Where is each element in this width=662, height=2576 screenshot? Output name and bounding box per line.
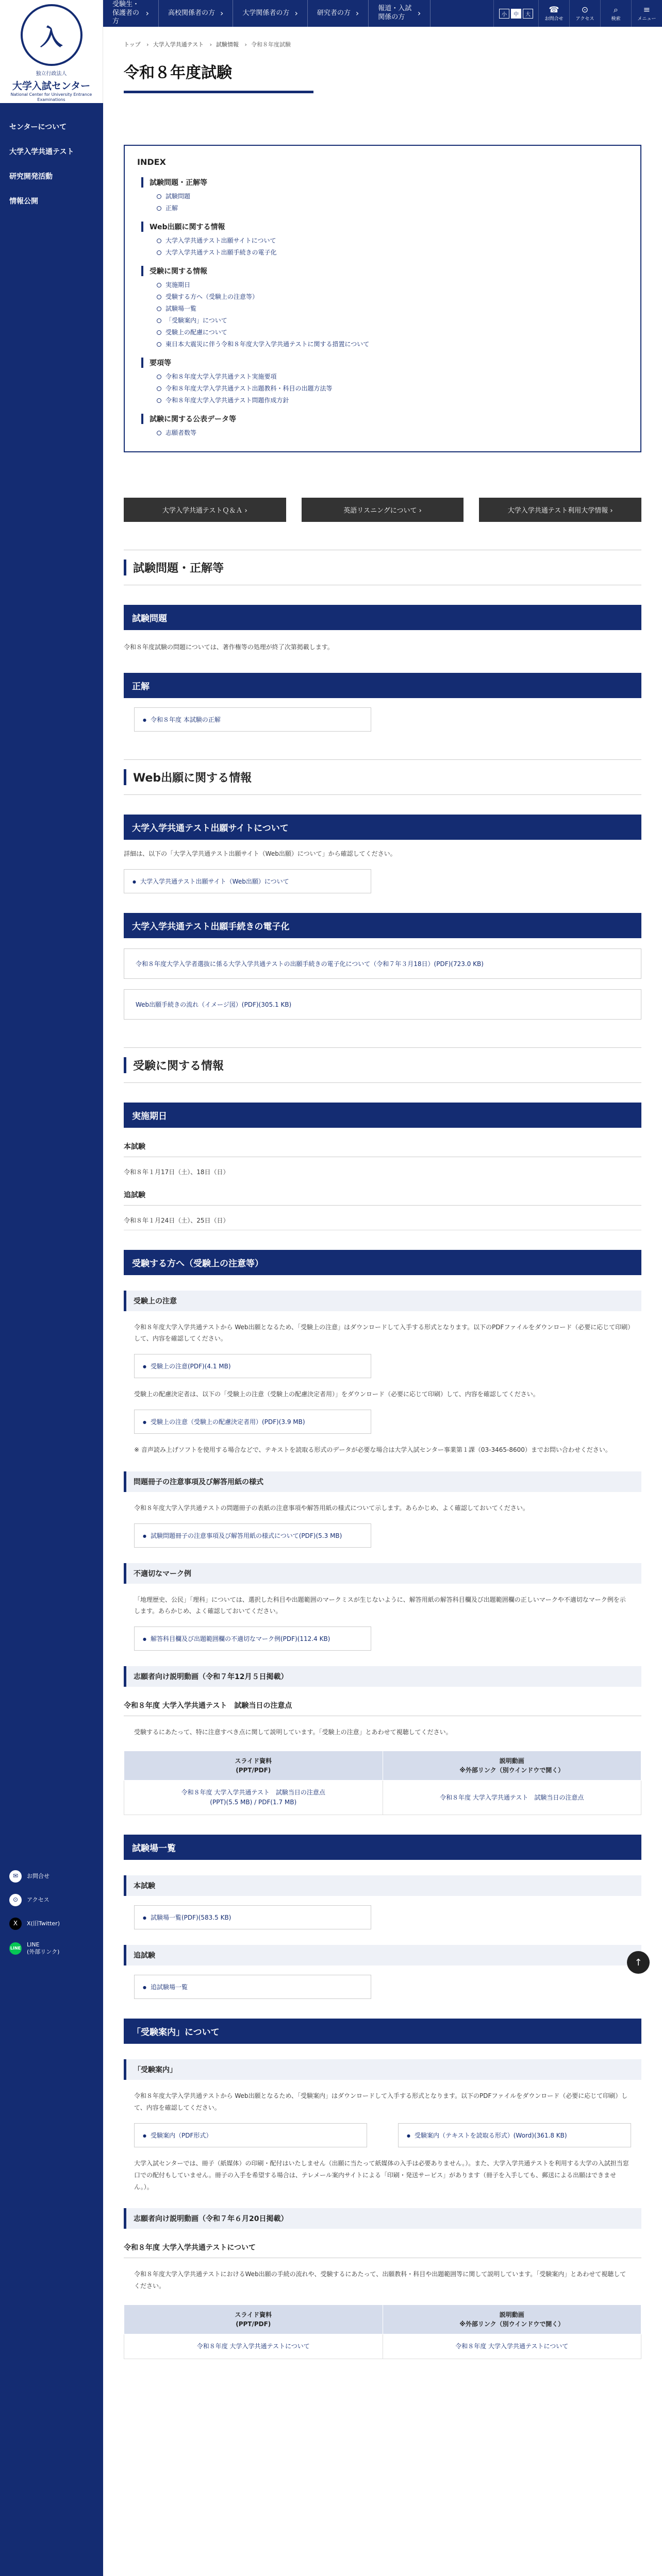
sub-heading: 令和８年度 大学入学共通テストについて bbox=[124, 2242, 641, 2258]
location-icon: ⊙ bbox=[581, 4, 589, 14]
index-link[interactable]: 令和８年度大学入学共通テスト出題教科・科目の出題方法等 bbox=[157, 384, 628, 393]
sub-heading: 受験上の注意 bbox=[124, 1291, 641, 1311]
file-link[interactable]: ● 受験案内（PDF形式） bbox=[134, 2123, 367, 2147]
pdf-link[interactable]: Web出願手続きの流れ（イメージ図）(PDF)(305.1 KB) bbox=[124, 989, 641, 1020]
subsection-heading: 試験場一覧 bbox=[124, 1835, 641, 1860]
index-box bbox=[124, 145, 641, 452]
slide-link[interactable]: 令和８年度 大学入学共通テスト 試験当日の注意点 (PPT)(5.5 MB) / PDF(1.7 MB) bbox=[181, 1788, 325, 1806]
index-link[interactable]: 令和８年度大学入学共通テスト実施要項 bbox=[157, 372, 628, 381]
index-link[interactable]: 令和８年度大学入学共通テスト問題作成方針 bbox=[157, 396, 628, 404]
font-size-control bbox=[493, 0, 538, 27]
subsection-heading: 受験する方へ（受験上の注意等） bbox=[124, 1250, 641, 1275]
top-nav-item[interactable]: 受験生・保護者の方 › bbox=[103, 0, 159, 27]
side-nav-item[interactable]: 研究開発活動 bbox=[9, 173, 53, 181]
paragraph: 令和８年度大学入学共通テストの問題冊子の表紙の注意事項や解答用紙の様式について示します。あらかじめ、よく確認しておいてください。 bbox=[134, 1504, 529, 1512]
subsection-heading: 実施期日 bbox=[124, 1103, 641, 1128]
main-content bbox=[124, 27, 641, 2359]
subsection-heading: 大学入学共通テスト出願手続きの電子化 bbox=[124, 913, 641, 938]
sub-heading: 志願者向け説明動画（令和７年12月５日掲載） bbox=[124, 1666, 641, 1687]
search-button[interactable]: ⌕ 検索 bbox=[600, 0, 631, 27]
subsection-heading: 「受験案内」について bbox=[124, 2019, 641, 2044]
x-icon: X bbox=[9, 1918, 22, 1930]
x-link[interactable]: X X(旧Twitter) bbox=[9, 1918, 60, 1930]
index-link[interactable]: 試験場一覧 bbox=[157, 304, 628, 313]
sub-heading: 志願者向け説明動画（令和７年６月20日掲載） bbox=[124, 2208, 641, 2229]
logo-emblem-icon: 入 bbox=[21, 4, 82, 66]
index-link[interactable]: 東日本大震災に伴う令和８年度大学入学共通テストに関する措置について bbox=[157, 340, 628, 348]
index-group: 試験問題・正解等 試験問題 正解 bbox=[141, 177, 628, 212]
index-link[interactable]: 受験する方へ（受験上の注意等） bbox=[157, 292, 628, 301]
contact-link[interactable]: ✉ お問合せ bbox=[9, 1870, 60, 1883]
file-link[interactable]: ● 試験場一覧(PDF)(583.5 KB) bbox=[134, 1905, 371, 1929]
location-icon: ⊙ bbox=[9, 1894, 22, 1906]
index-link[interactable]: 受験上の配慮について bbox=[157, 328, 628, 336]
file-link[interactable]: ● 解答科目欄及び出題範囲欄の不適切なマーク例(PDF)(112.4 KB) bbox=[134, 1626, 371, 1651]
note: ※ 音声読み上げソフトを使用する場合などで、テキストを読取る形式のデータが必要な場合は大学入試センター事業第１課（03-3465-8600）までお問い合わせください。 bbox=[134, 1446, 611, 1453]
paragraph: 大学入試センターでは、冊子（紙媒体）の印刷・配付はいたしません（出願に当たって紙媒体の入手は必要ありません。）。また、大学入学共通テストを利用する大学の入試担当窓口での配付もしていません。冊子の入手を希望する場合は、テレメール案内サイトによる「印刷・発送サービス」があります（冊子を入手しても、郵送による出願はできません。）。 bbox=[134, 2159, 629, 2191]
top-nav-item[interactable]: 報道・入試関係の方 › bbox=[369, 0, 431, 27]
index-link[interactable]: 試験問題 bbox=[157, 192, 628, 200]
sub-heading: 不適切なマーク例 bbox=[124, 1563, 641, 1584]
paragraph: 詳細は、以下の「大学入学共通テスト出願サイト（Web出願）について」から確認してください。 bbox=[124, 850, 396, 857]
file-link[interactable]: ● 受験案内（テキストを読取る形式）(Word)(361.8 KB) bbox=[398, 2123, 631, 2147]
menu-button[interactable]: ≡ メニュー bbox=[631, 0, 662, 27]
paragraph: 令和８年度大学入学共通テストから Web出願となるため、「受験上の注意」はダウンロードして入手する形式となります。以下のPDFファイルをダウンロード（必要に応じて印刷）して、内容を確認してください。 bbox=[134, 1323, 631, 1343]
arrow-up-icon: ↑ bbox=[634, 1957, 642, 1968]
index-link[interactable]: 大学入学共通テスト出願手続きの電子化 bbox=[157, 248, 628, 257]
font-size-small[interactable]: 小 bbox=[499, 9, 509, 19]
file-link[interactable]: ● 受験上の注意（受験上の配慮決定者用）(PDF)(3.9 MB) bbox=[134, 1410, 371, 1434]
paragraph: 令和８年度試験の問題については、著作権等の処理が終了次第掲載します。 bbox=[124, 643, 334, 651]
top-nav bbox=[103, 0, 662, 27]
access-button[interactable]: ⊙ アクセス bbox=[569, 0, 600, 27]
breadcrumb bbox=[124, 27, 641, 60]
paragraph: 受験上の配慮決定者は、以下の「受験上の注意（受験上の配慮決定者用）」をダウンロード（必要に応じて印刷）して、内容を確認してください。 bbox=[134, 1391, 539, 1398]
side-nav-item[interactable]: 大学入学共通テスト bbox=[9, 148, 74, 156]
font-size-medium[interactable]: 中 bbox=[511, 9, 521, 19]
index-group: Web出願に関する情報 大学入学共通テスト出願サイトについて 大学入学共通テスト出願手続きの電子化 bbox=[141, 222, 628, 257]
font-size-large[interactable]: 大 bbox=[523, 9, 533, 19]
sub-heading: 令和８年度 大学入学共通テスト 試験当日の注意点 bbox=[124, 1700, 641, 1716]
index-group: 試験に関する公表データ等 志願者数等 bbox=[141, 414, 628, 437]
pdf-link[interactable]: 令和８年度大学入学者選抜に係る大学入学共通テストの出願手続きの電子化について（令和７年３月18日）(PDF)(723.0 KB) bbox=[124, 948, 641, 979]
scroll-to-top-button[interactable] bbox=[627, 1951, 650, 1974]
video-table: スライド資料 (PPT/PDF) 説明動画 ※外部リンク（別ウインドウで開く） 令和８年度 大学入学共通テスト 試験当日の注意点 (PPT)(5.5 MB) / PDF(1.7 MB) 令和８年度 大学入学共通テスト 試験当日の注意点 bbox=[124, 1751, 641, 1815]
paragraph: 「地理歴史、公民」「理科」については、選択した科目や出題範囲のマークミスが生じないように、解答用紙の解答科目欄及び出題範囲欄の正しいマークや不適切なマーク例を示します。あらかじめ、よく確認しておいてください。 bbox=[134, 1596, 626, 1615]
file-link[interactable]: ● 受験上の注意(PDF)(4.1 MB) bbox=[134, 1354, 371, 1378]
search-icon: ⌕ bbox=[614, 4, 618, 14]
breadcrumb-current: 令和８年度試験 bbox=[251, 41, 291, 48]
top-nav-item[interactable]: 大学関係者の方 › bbox=[233, 0, 307, 27]
index-link[interactable]: 「受験案内」について bbox=[157, 316, 628, 325]
file-link[interactable]: ● 試験問題冊子の注意事項及び解答用紙の様式について(PDF)(5.3 MB) bbox=[134, 1523, 371, 1548]
sidebar bbox=[0, 0, 103, 2576]
paragraph: 令和８年度大学入学共通テストにおけるWeb出願の手続の流れや、受験するにあたって、出願教科・科目や出題範囲等に関して説明しています。「受験案内」とあわせて視聴してください。 bbox=[134, 2270, 626, 2290]
logo-english: National Center for University Entrance Examinations bbox=[10, 92, 92, 102]
file-link[interactable]: ● 令和８年度 本試験の正解 bbox=[134, 707, 371, 732]
top-nav-item[interactable]: 研究者の方 › bbox=[308, 0, 369, 27]
section-heading: 試験問題・正解等 bbox=[124, 550, 641, 585]
index-group: 要項等 令和８年度大学入学共通テスト実施要項 令和８年度大学入学共通テスト出題教科・科目の出題方法等 令和８年度大学入学共通テスト問題作成方針 bbox=[141, 358, 628, 404]
video-link[interactable]: 令和８年度 大学入学共通テストについて bbox=[455, 2342, 569, 2350]
file-link[interactable]: ● 大学入学共通テスト出願サイト（Web出願）について bbox=[124, 869, 371, 893]
logo-name: 大学入試センター bbox=[12, 80, 91, 92]
section-heading: 受験に関する情報 bbox=[124, 1047, 641, 1083]
contact-button[interactable]: ☎ お問合せ bbox=[538, 0, 569, 27]
section-heading: Web出願に関する情報 bbox=[124, 759, 641, 795]
side-nav-item[interactable]: 情報公開 bbox=[9, 197, 38, 206]
subsection-heading: 正解 bbox=[124, 673, 641, 698]
breadcrumb-link[interactable]: 試験情報 bbox=[216, 41, 239, 48]
listening-button[interactable]: 英語リスニングについて › bbox=[302, 498, 464, 522]
side-nav-item[interactable]: センターについて bbox=[9, 123, 67, 131]
access-link[interactable]: ⊙ アクセス bbox=[9, 1894, 60, 1906]
line-link[interactable]: LINE LINE (外部リンク) bbox=[10, 1941, 60, 1956]
exam-date: 令和８年１月24日（土）、25日（日） bbox=[124, 1216, 229, 1224]
index-link[interactable]: 正解 bbox=[157, 204, 628, 212]
index-group: 受験に関する情報 実施期日 受験する方へ（受験上の注意等） 試験場一覧 「受験案内」について 受験上の配慮について 東日本大震災に伴う令和８年度大学入学共通テストに関する措置について bbox=[141, 266, 628, 348]
universities-button[interactable]: 大学入学共通テスト利用大学情報 › bbox=[479, 498, 641, 522]
subsection-heading: 大学入学共通テスト出願サイトについて bbox=[124, 815, 641, 840]
sub-heading: 本試験 bbox=[124, 1875, 641, 1896]
video-link[interactable]: 令和８年度 大学入学共通テスト 試験当日の注意点 bbox=[440, 1793, 584, 1801]
menu-icon: ≡ bbox=[643, 4, 651, 14]
sub-heading: 問題冊子の注意事項及び解答用紙の様式 bbox=[124, 1471, 641, 1492]
sub-heading: 追試験 bbox=[124, 1945, 641, 1965]
exam-date: 令和８年１月17日（土）、18日（日） bbox=[124, 1168, 229, 1176]
top-nav-item[interactable]: 高校関係者の方 › bbox=[159, 0, 233, 27]
side-footer-links bbox=[9, 1870, 60, 1968]
related-buttons bbox=[124, 498, 641, 522]
breadcrumb-link[interactable]: トップ bbox=[124, 41, 141, 48]
line-icon: LINE bbox=[9, 1942, 22, 1955]
index-link[interactable]: 実施期日 bbox=[157, 280, 628, 289]
mail-icon: ✉ bbox=[9, 1870, 22, 1883]
page-title: 令和８年度試験 bbox=[124, 60, 313, 93]
paragraph: 令和８年度大学入学共通テストから Web出願となるため、「受験案内」はダウンロードして入手する形式となります。以下のPDFファイルをダウンロード（必要に応じて印刷）して、内容を確認してください。 bbox=[134, 2092, 628, 2112]
sub-heading: 本試験 bbox=[124, 1141, 641, 1157]
index-link[interactable]: 志願者数等 bbox=[157, 428, 628, 437]
side-nav bbox=[0, 103, 103, 225]
index-heading: INDEX bbox=[137, 157, 166, 167]
breadcrumb-link[interactable]: 大学入学共通テスト bbox=[153, 41, 204, 48]
sub-heading: 追試験 bbox=[124, 1190, 641, 1206]
sub-heading: 「受験案内」 bbox=[124, 2059, 641, 2080]
site-logo[interactable] bbox=[0, 0, 103, 103]
file-link[interactable]: ● 追試験場一覧 bbox=[134, 1975, 371, 1999]
subsection-heading: 試験問題 bbox=[124, 605, 641, 630]
video-table: スライド資料 (PPT/PDF) 説明動画 ※外部リンク（別ウインドウで開く） 令和８年度 大学入学共通テストについて 令和８年度 大学入学共通テストについて bbox=[124, 2304, 641, 2359]
qa-button[interactable]: 大学入学共通テストＱ＆Ａ › bbox=[124, 498, 286, 522]
paragraph: 受験するにあたって、特に注意すべき点に関して説明しています。「受験上の注意」とあわせて視聴してください。 bbox=[134, 1728, 452, 1736]
phone-icon: ☎ bbox=[549, 4, 559, 14]
logo-subtitle: 独立行政法人 bbox=[36, 71, 67, 77]
index-link[interactable]: 大学入学共通テスト出願サイトについて bbox=[157, 236, 628, 245]
slide-link[interactable]: 令和８年度 大学入学共通テストについて bbox=[196, 2342, 310, 2350]
